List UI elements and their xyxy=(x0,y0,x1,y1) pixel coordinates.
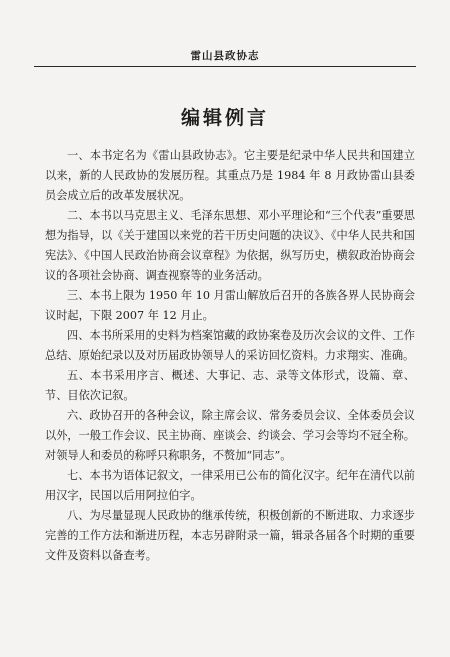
paragraph-7: 七、本书为语体记叙文，一律采用已公布的简化汉字。纪年在清代以前用汉字，民国以后用阿拉伯字。 xyxy=(45,469,415,502)
header-rule xyxy=(34,66,416,67)
paragraph-3: 三、本书上限为 1950 年 10 月雷山解放后召开的各族各界人民协商会议时起，下限 2007 年 12 月止。 xyxy=(45,289,415,322)
paragraph-6: 六、政协召开的各种会议，除主席会议、常务委员会议、全体委员会议以外，一般工作会议、民主协商、座谈会、约谈会、学习会等均不冠全称。对领导人和委员的称呼只称职务，不赘加“同志”。 xyxy=(45,409,415,462)
paragraph-1: 一、本书定名为《雷山县政协志》。它主要是纪录中华人民共和国建立以来，新的人民政协的发展历程。其重点乃是 1984 年 8 月政协雷山县委员会成立后的改革发展状况。 xyxy=(45,149,415,202)
paragraph-4: 四、本书所采用的史料为档案馆藏的政协案卷及历次会议的文件、工作总结、原始纪录以及对历届政协领导人的采访回忆资料。力求翔实、准确。 xyxy=(45,329,415,362)
paragraph-5: 五、本书采用序言、概述、大事记、志、录等文体形式，设篇、章、节、目依次记叙。 xyxy=(45,369,415,402)
running-head: 雷山县政协志 xyxy=(190,50,260,62)
page-title: 编辑例言 xyxy=(180,107,269,129)
body-text xyxy=(45,146,415,566)
paragraph-2: 二、本书以马克思主义、毛泽东思想、邓小平理论和“三个代表”重要思想为指导，以《关于建国以来党的若干历史问题的决议》、《中华人民共和国宪法》、《中国人民政治协商会议章程》为依据，纵写历史，横叙政治协商会议的各项社会协商、调查视察等的业务活动。 xyxy=(45,209,415,282)
paragraph-8: 八、为尽量显现人民政协的继承传统，积极创新的不断进取、力求逐步完善的工作方法和渐进历程，本志另辟附录一篇，辑录各届各个时期的重要文件及资料以备查考。 xyxy=(45,509,415,562)
